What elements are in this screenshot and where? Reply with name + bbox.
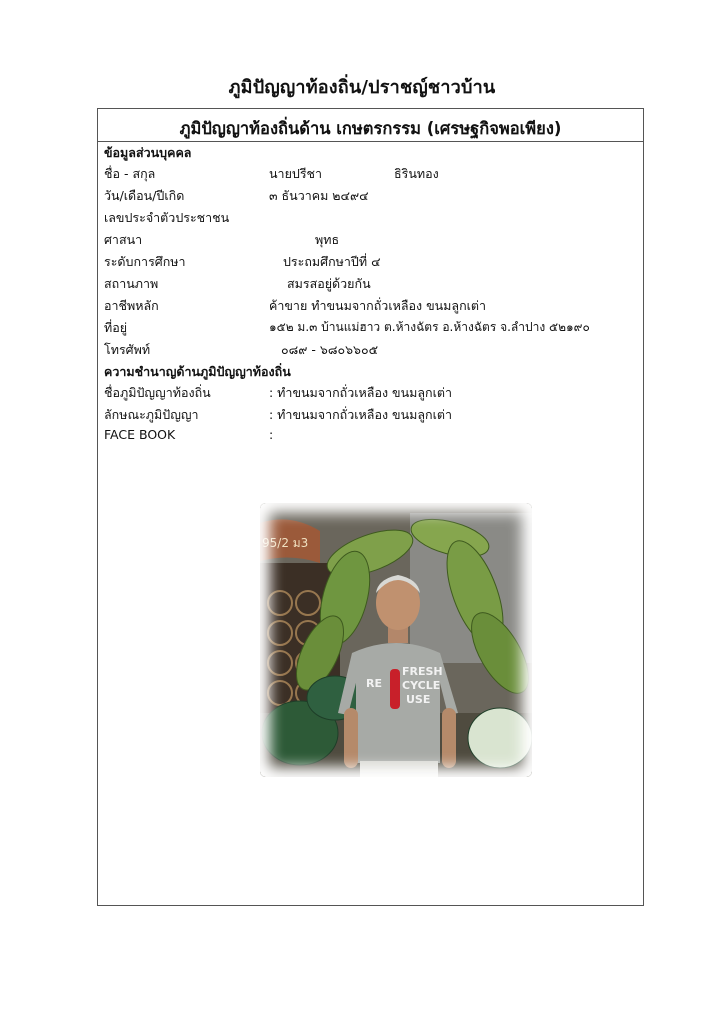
shirt-text-line3: USE — [406, 693, 431, 706]
religion-label: ศาสนา — [104, 232, 143, 247]
wisdom-type-row — [104, 405, 634, 425]
education-value: ประถมศึกษาปีที่ ๔ — [283, 254, 381, 269]
birth-label: วัน/เดือน/ปีเกิด — [104, 188, 185, 203]
profile-box — [97, 108, 644, 906]
id-label: เลขประจำตัวประชาชน — [104, 210, 230, 225]
address-row — [104, 318, 634, 338]
status-row — [104, 274, 634, 294]
id-row — [104, 208, 634, 228]
phone-label: โทรศัพท์ — [104, 342, 151, 357]
last-name-value: ธิรินทอง — [394, 166, 439, 181]
education-row — [104, 252, 634, 272]
wisdom-type-label: ลักษณะภูมิปัญญา — [104, 407, 199, 422]
birth-row — [104, 186, 634, 206]
first-name-value: นายปรีชา — [269, 166, 323, 181]
address-value: ๑๕๒ ม.๓ บ้านแม่ฮาว ต.ห้างฉัตร อ.ห้างฉัตร จ.ลำปาง ๕๒๑๙๐ — [269, 320, 590, 334]
shirt-text-left: RE — [366, 677, 382, 690]
birth-value: ๓ ธันวาคม ๒๔๙๔ — [269, 188, 369, 203]
name-label: ชื่อ - สกุล — [104, 166, 156, 181]
facebook-label: FACE BOOK — [104, 427, 176, 442]
status-label: สถานภาพ — [104, 276, 159, 291]
box-title: ภูมิปัญญาท้องถิ่นด้าน เกษตรกรรม (เศรษฐกิจพอเพียง) — [179, 119, 562, 138]
wisdom-name-label: ชื่อภูมิปัญญาท้องถิ่น — [104, 385, 211, 400]
shirt-text-line1: FRESH — [402, 665, 443, 678]
occupation-row — [104, 296, 634, 316]
religion-value: พุทธ — [315, 232, 340, 247]
page-title: ภูมิปัญญาท้องถิ่น/ปราชญ์ชาวบ้าน — [228, 77, 496, 98]
wisdom-name-row — [104, 383, 634, 403]
shirt-text-line2: CYCLE — [402, 679, 441, 692]
wisdom-type-value: : ทำขนมจากถั่วเหลือง ขนมลูกเต่า — [269, 407, 452, 422]
facebook-value: : — [269, 427, 274, 442]
title-divider — [98, 141, 643, 142]
status-value: สมรสอยู่ด้วยกัน — [287, 276, 371, 291]
photo-sign-text: 95/2 ม3 — [262, 536, 309, 550]
religion-row — [104, 230, 634, 250]
occupation-value: ค้าขาย ทำขนมจากถั่วเหลือง ขนมลูกเต่า — [269, 298, 487, 313]
expertise-heading: ความชำนาญด้านภูมิปัญญาท้องถิ่น — [104, 364, 291, 379]
personal-info-heading: ข้อมูลส่วนบุคคล — [104, 145, 192, 160]
wisdom-name-value: : ทำขนมจากถั่วเหลือง ขนมลูกเต่า — [269, 385, 452, 400]
education-label: ระดับการศึกษา — [104, 254, 186, 269]
occupation-label: อาชีพหลัก — [104, 298, 159, 313]
name-row — [104, 164, 634, 184]
facebook-row — [104, 427, 634, 447]
phone-row — [104, 340, 634, 360]
address-label: ที่อยู่ — [104, 320, 128, 335]
phone-value: ๐๘๙ - ๖๘๐๖๖๐๕ — [281, 342, 379, 357]
portrait-photo — [260, 503, 532, 777]
